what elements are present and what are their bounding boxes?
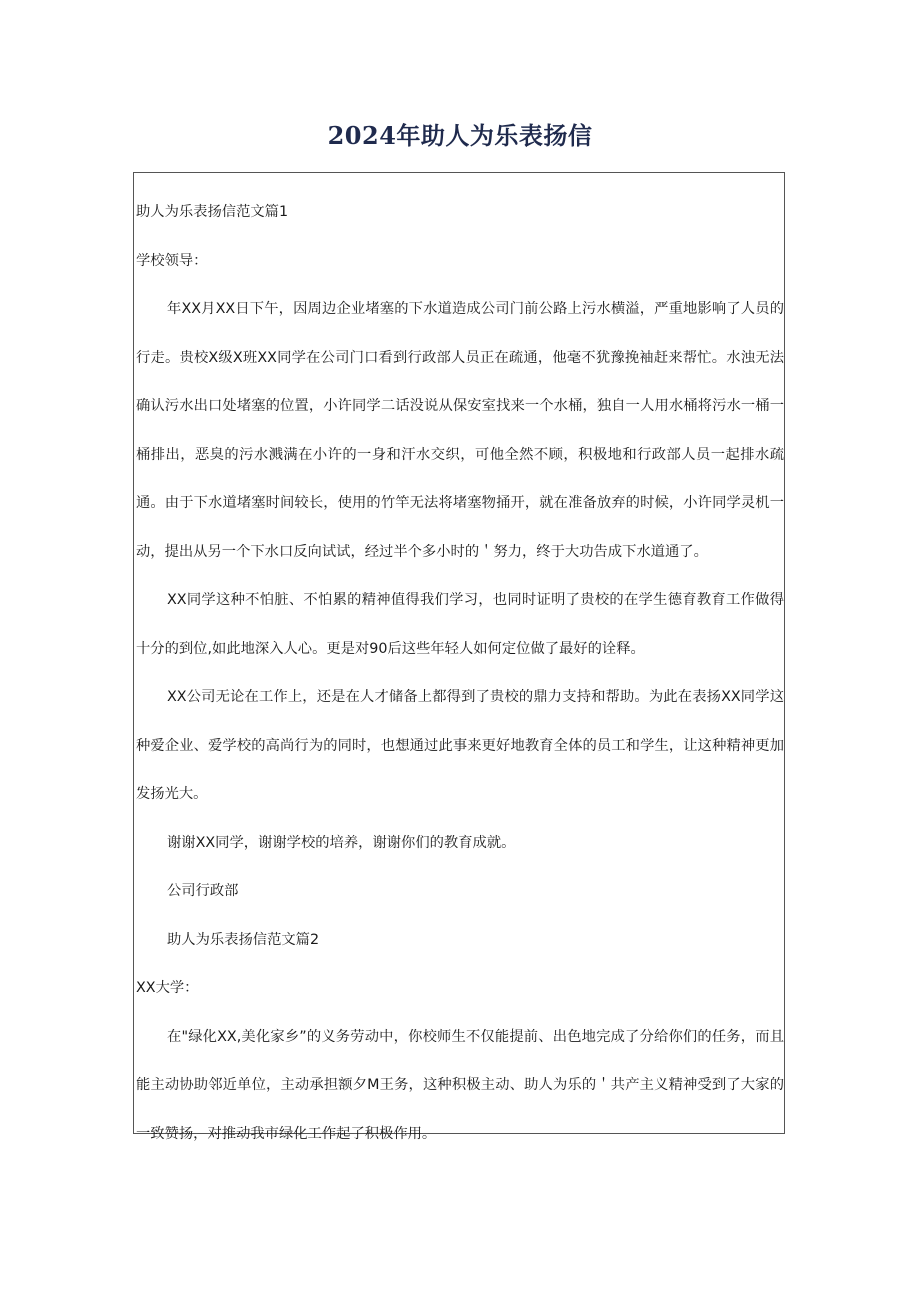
section-1-signature: 公司行政部	[167, 883, 239, 899]
document-title: 2024年助人为乐表扬信	[327, 121, 593, 150]
section-1-paragraph-1: 年XX月XX日下午，因周边企业堵塞的下水道造成公司门前公路上污水横溢，严重地影响了人员的行走。贵校X级X班XX同学在公司门口看到行政部人员正在疏通，他毫不犹豫挽袖赶来帮忙。水浊无法确认污水出口处堵塞的位置，小许同学二话没说从保安室找来一个水桶，独自一人用水桶将污水一桶一桶排出，恶臭的污水溅满在小许的一身和汗水交织，可他全然不顾，积极地和行政部人员一起排水疏通。由于下水道堵塞时间较长，使用的竹竿无法将堵塞物捅开，就在准备放弃的时候，小许同学灵机一动，提出从另一个下水口反向试试，经过半个多小时的＇努力，终于大功告成下水道通了。	[136, 301, 784, 560]
section-1-paragraph-4: 谢谢XX同学，谢谢学校的培养，谢谢你们的教育成就。	[167, 834, 516, 851]
section-2-paragraph-1: 在"绿化XX,美化家乡”的义务劳动中，你校师生不仅能提前、出色地完成了分给你们的任务，而且能主动协助邻近单位，主动承担额夕M王务，这种积极主动、助人为乐的＇共产主义精神受到了大家的一致赞扬，对推动我市绿化工作起了积极作用。	[136, 1028, 784, 1142]
section-2-heading: 助人为乐表扬信范文篇2	[167, 931, 320, 948]
section-1-paragraph-2: XX同学这种不怕脏、不怕累的精神值得我们学习，也同时证明了贵校的在学生德育教育工作做得十分的到位,如此地深入人心。更是对90后这些年轻人如何定位做了最好的诠释。	[136, 592, 784, 657]
section-2-salutation: XX大学：	[136, 980, 199, 996]
document-body	[136, 188, 784, 1158]
section-1-salutation: 学校领导：	[136, 252, 208, 269]
section-1-paragraph-3: XX公司无论在工作上，还是在人才储备上都得到了贵校的鼎力支持和帮助。为此在表扬XX同学这种爱企业、爱学校的高尚行为的同时，也想通过此事来更好地教育全体的员工和学生，让这种精神更加发扬光大。	[136, 689, 784, 802]
section-1-heading: 助人为乐表扬信范文篇1	[136, 204, 289, 220]
